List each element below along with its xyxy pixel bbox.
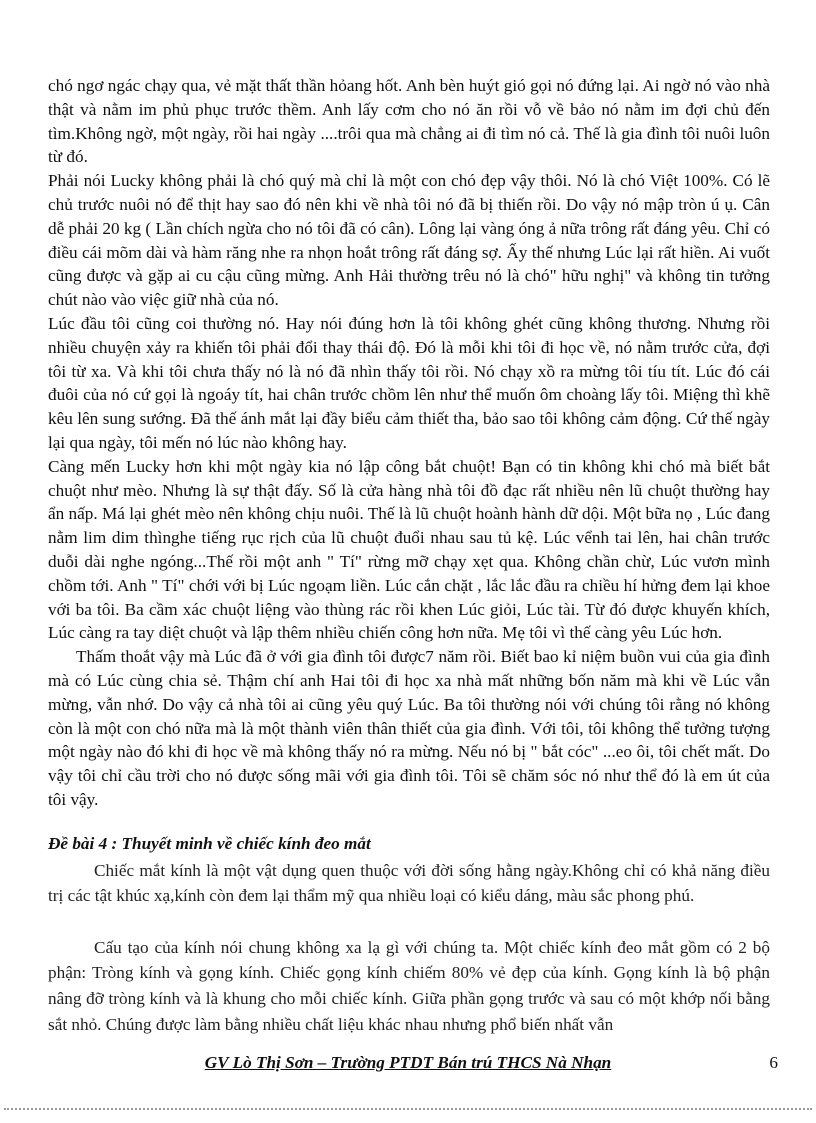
paragraph-spacer (48, 909, 770, 935)
story-paragraph-4: Càng mến Lucky hơn khi một ngày kia nó lập công bắt chuột! Bạn có tin không khi chó mà biết bắt chuột như mèo. Nhưng là sự thật đấy. Số là cửa hàng nhà tôi đồ đạc rất nhiều nên lũ chuột thường hay ẩn nấp. Má lại ghét mèo nên không chịu nuôi. Thế là lũ chuột hoành hành dữ dội. Một bữa nọ , Lúc đang nằm lim dim thìnghe tiếng rục rịch của lũ chuột đuổi nhau sau tủ kệ. Lúc vểnh tai lên, hai chân trước duỗi dài nghe ngóng...Thế rồi một anh " Tí" rừng mỡ chạy xẹt qua. Không chần chừ, Lúc vươn mình chồm tới. Anh " Tí" chới với bị Lúc ngoạm liền. Lúc cắn chặt , lắc lắc đầu ra chiều hí hửng đem lại khoe với ba tôi. Ba cầm xác chuột liệng vào thùng rác rồi khen Lúc giỏi, Lúc tài. Từ đó được khuyến khích, Lúc càng ra tay diệt chuột và lập thêm nhiều chiến công hơn nữa. Mẹ tôi vì thế càng yêu Lúc hơn. (48, 456, 770, 643)
section-heading: Đề bài 4 : Thuyết minh về chiếc kính đeo mắt (48, 833, 371, 853)
story-paragraph-1: chó ngơ ngác chạy qua, vẻ mặt thất thần hỏang hốt. Anh bèn huýt gió gọi nó đứng lại. Ai ngờ nó vào nhà thật và nằm im phủ phục trước thềm. Anh lấy cơm cho nó ăn rồi vỗ về bảo nó nằm im đợi chủ đến tìm.Không ngờ, một ngày, rồi hai ngày ....trôi qua mà chẳng ai đi tìm nó cả. Thế là gia đình tôi nuôi luôn từ đó. (48, 76, 770, 167)
page-number: 6 (769, 1053, 778, 1072)
footer-author: GV Lò Thị Sơn – Trường PTDT Bán trú THCS Nà Nhạn (204, 1053, 612, 1072)
story-paragraph-5: Thấm thoắt vậy mà Lúc đã ở với gia đình tôi được7 năm rồi. Biết bao kỉ niệm buồn vui của gia đình mà có Lúc cùng chia sẻ. Thậm chí anh Hai tôi đi học xa nhà mất những bốn năm mà khi về Lúc vẫn mừng, vẫn nhớ. Do vậy cả nhà tôi ai cũng yêu quý Lúc. Ba tôi thường nói với chúng tôi rằng nó không còn là một con chó nữa mà là một thành viên thân thiết của gia đình. Với tôi, tôi không thể tưởng tượng một ngày nào đó khi đi học về mà không thấy nó ra mừng. Nếu nó bị " bắt cóc" ...eo ôi, tôi chết mất. Do vậy tôi chỉ cầu trời cho nó được sống mãi với gia đình tôi. Tôi sẽ chăm sóc nó như thể đó là em út của tôi vậy. (48, 647, 770, 809)
page-border-dotted (4, 1108, 812, 1110)
essay-paragraph-2: Cấu tạo của kính nói chung không xa lạ gì với chúng ta. Một chiếc kính đeo mắt gồm có 2 bộ phận: Tròng kính và gọng kính. Chiếc gọng kính chiếm 80% vẻ đẹp của kính. Gọng kính là bộ phận nâng đỡ tròng kính và là khung cho mỗi chiếc kính. Giữa phần gọng trước và sau có một khớp nối bằng sắt nhỏ. Chúng được làm bằng nhiều chất liệu khác nhau nhưng phổ biến nhất vẫn (48, 937, 770, 1034)
document-body (48, 74, 770, 1037)
essay-paragraph-1: Chiếc mắt kính là một vật dụng quen thuộc với đời sống hằng ngày.Không chỉ có khả năng điều trị các tật khúc xạ,kính còn đem lại thẩm mỹ qua nhiều loại có kiểu dáng, màu sắc phong phú. (48, 860, 770, 906)
page-footer (48, 1051, 778, 1077)
story-paragraph-2: Phải nói Lucky không phải là chó quý mà chỉ là một con chó đẹp vậy thôi. Nó là chó Việt 100%. Có lẽ chủ trước nuôi nó để thịt hay sao đó nên khi về nhà tôi nó đã bị thiến rồi. Do vậy nó mập tròn ú ụ. Cân dễ phải 20 kg ( Lần chích ngừa cho nó tôi đã có cân). Lông lại vàng óng ả nữa trông rất đáng yêu. Chỉ có điều cái mõm dài và hàm răng nhe ra nhọn hoắt trông rất đáng sợ. Ấy thế nhưng Lúc lại rất hiền. Ai vuốt cũng được và gặp ai cu cậu cũng mừng. Anh Hải thường trêu nó là chó" hữu nghị" và không tin tưởng chút nào vào việc giữ nhà của nó. (48, 171, 770, 310)
story-paragraph-3: Lúc đầu tôi cũng coi thường nó. Hay nói đúng hơn là tôi không ghét cũng không thương. Nhưng rồi nhiều chuyện xảy ra khiến tôi phải đổi thay thái độ. Đó là mỗi khi tôi đi học về, nó nằm trước cửa, đợi tôi từ xa. Và khi tôi chưa thấy nó là nó đã nhìn thấy tôi rồi. Nó chạy xồ ra mừng tôi tíu tít. Lúc đó cái đuôi của nó cứ gọi là ngoáy tít, hai chân trước chồm lên như thể muốn ôm choàng lấy tôi. Miệng thì khẽ kêu lên sung sướng. Đã thế ánh mắt lại đầy biểu cảm thiết tha, bảo sao tôi không cảm động. Cứ thế ngày lại qua ngày, tôi mến nó lúc nào không hay. (48, 313, 770, 452)
